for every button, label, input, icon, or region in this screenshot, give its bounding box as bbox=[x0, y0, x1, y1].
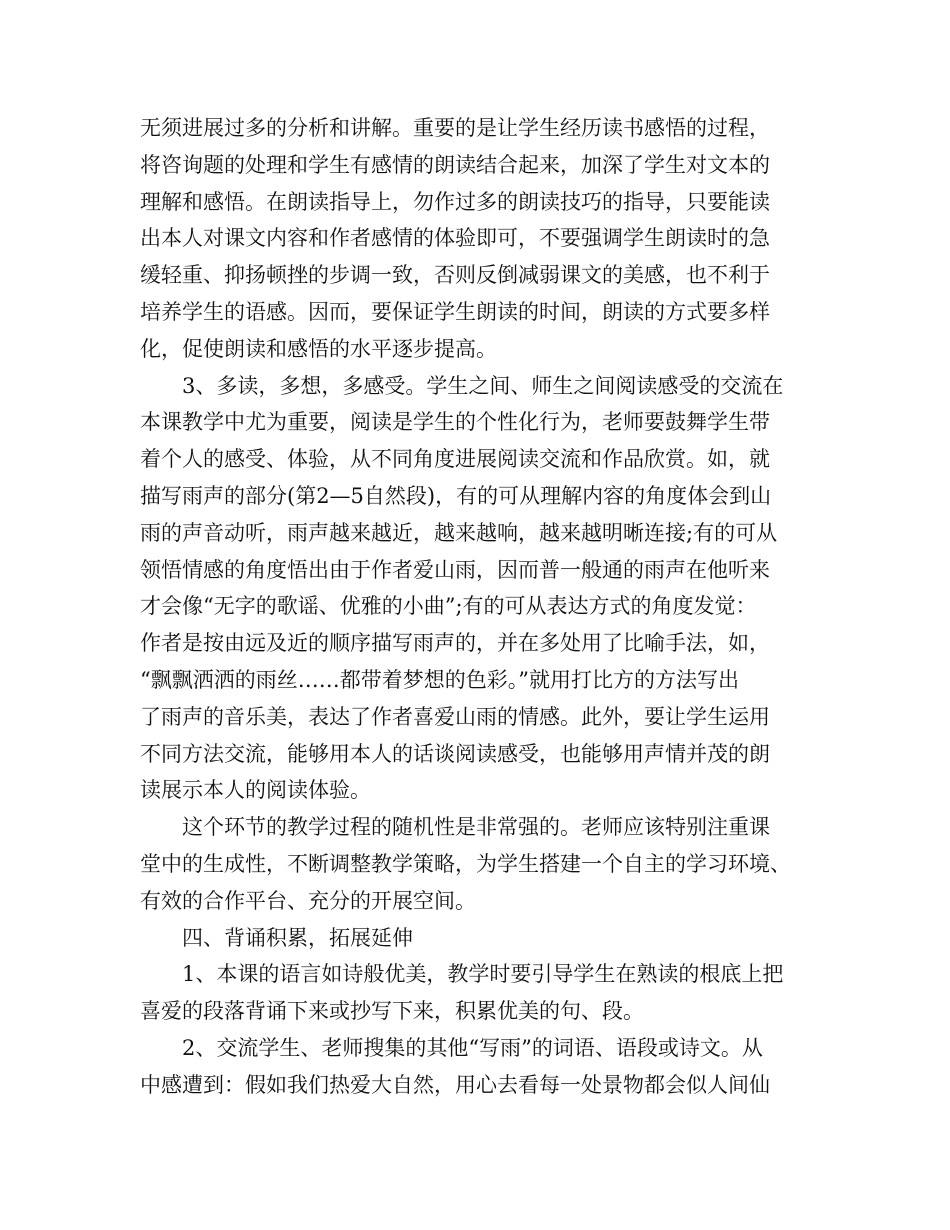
paragraph-start-line: 2、交流学生、老师搜集的其他“写雨”的词语、语段或诗文。从 bbox=[182, 1035, 763, 1060]
text-line: 堂中的生成性，不断调整教学策略，为学生搭建一个自主的学习环境、 bbox=[140, 851, 791, 876]
text-line: 出本人对课文内容和作者感情的体验即可，不要强调学生朗读时的急 bbox=[140, 226, 770, 251]
text-line: 领悟情感的角度悟出由于作者爱山雨，因而普一般通的雨声在他听来 bbox=[140, 557, 770, 582]
text-line: 雨的声音动听，雨声越来越近，越来越响，越来越明晰连接;有的可从 bbox=[140, 520, 778, 545]
paragraph-start-line: 1、本课的语言如诗般优美，教学时要引导学生在熟读的根底上把 bbox=[182, 962, 784, 987]
body-text bbox=[140, 110, 820, 1104]
paragraph-start-line: 这个环节的教学过程的随机性是非常强的。老师应该特别注重课 bbox=[182, 815, 770, 840]
text-line: 才会像“无字的歌谣、优雅的小曲”;有的可从表达方式的角度发觉： bbox=[140, 594, 757, 619]
paragraph-start-line: 3、多读，多想，多感受。学生之间、师生之间阅读感受的交流在 bbox=[182, 373, 784, 398]
text-line: 培养学生的语感。因而，要保证学生朗读的时间，朗读的方式要多样 bbox=[140, 299, 770, 324]
text-line: 有效的合作平台、充分的开展空间。 bbox=[140, 888, 476, 913]
text-line: 缓轻重、抑扬顿挫的步调一致，否则反倒减弱课文的美感，也不利于 bbox=[140, 263, 770, 288]
text-line: 本课教学中尤为重要，阅读是学生的个性化行为，老师要鼓舞学生带 bbox=[140, 410, 770, 435]
text-line: 将咨询题的处理和学生有感情的朗读结合起来，加深了学生对文本的 bbox=[140, 152, 770, 177]
text-line: 不同方法交流，能够用本人的话谈阅读感受，也能够用声情并茂的朗 bbox=[140, 741, 770, 766]
text-line: 化，促使朗读和感悟的水平逐步提高。 bbox=[140, 336, 497, 361]
text-line: 读展示本人的阅读体验。 bbox=[140, 778, 371, 803]
text-line: 了雨声的音乐美，表达了作者喜爱山雨的情感。此外，要让学生运用 bbox=[140, 704, 770, 729]
text-line: 中感遭到：假如我们热爱大自然，用心去看每一处景物都会似人间仙 bbox=[140, 1072, 770, 1097]
text-line: 理解和感悟。在朗读指导上，勿作过多的朗读技巧的指导，只要能读 bbox=[140, 189, 770, 214]
text-line: 无须进展过多的分析和讲解。重要的是让学生经历读书感悟的过程， bbox=[140, 116, 770, 140]
text-line: “飘飘洒洒的雨丝……都带着梦想的色彩。”就用打比方的方法写出 bbox=[140, 667, 739, 692]
section-heading: 四、背诵积累，拓展延伸 bbox=[182, 925, 413, 950]
text-line: 着个人的感受、体验，从不同角度进展阅读交流和作品欣赏。如，就 bbox=[140, 447, 770, 472]
text-line: 喜爱的段落背诵下来或抄写下来，积累优美的句、段。 bbox=[140, 999, 644, 1024]
text-line: 描写雨声的部分(第2—5自然段)，有的可从理解内容的角度体会到山 bbox=[140, 483, 772, 508]
text-line: 作者是按由远及近的顺序描写雨声的，并在多处用了比喻手法，如， bbox=[140, 631, 770, 656]
